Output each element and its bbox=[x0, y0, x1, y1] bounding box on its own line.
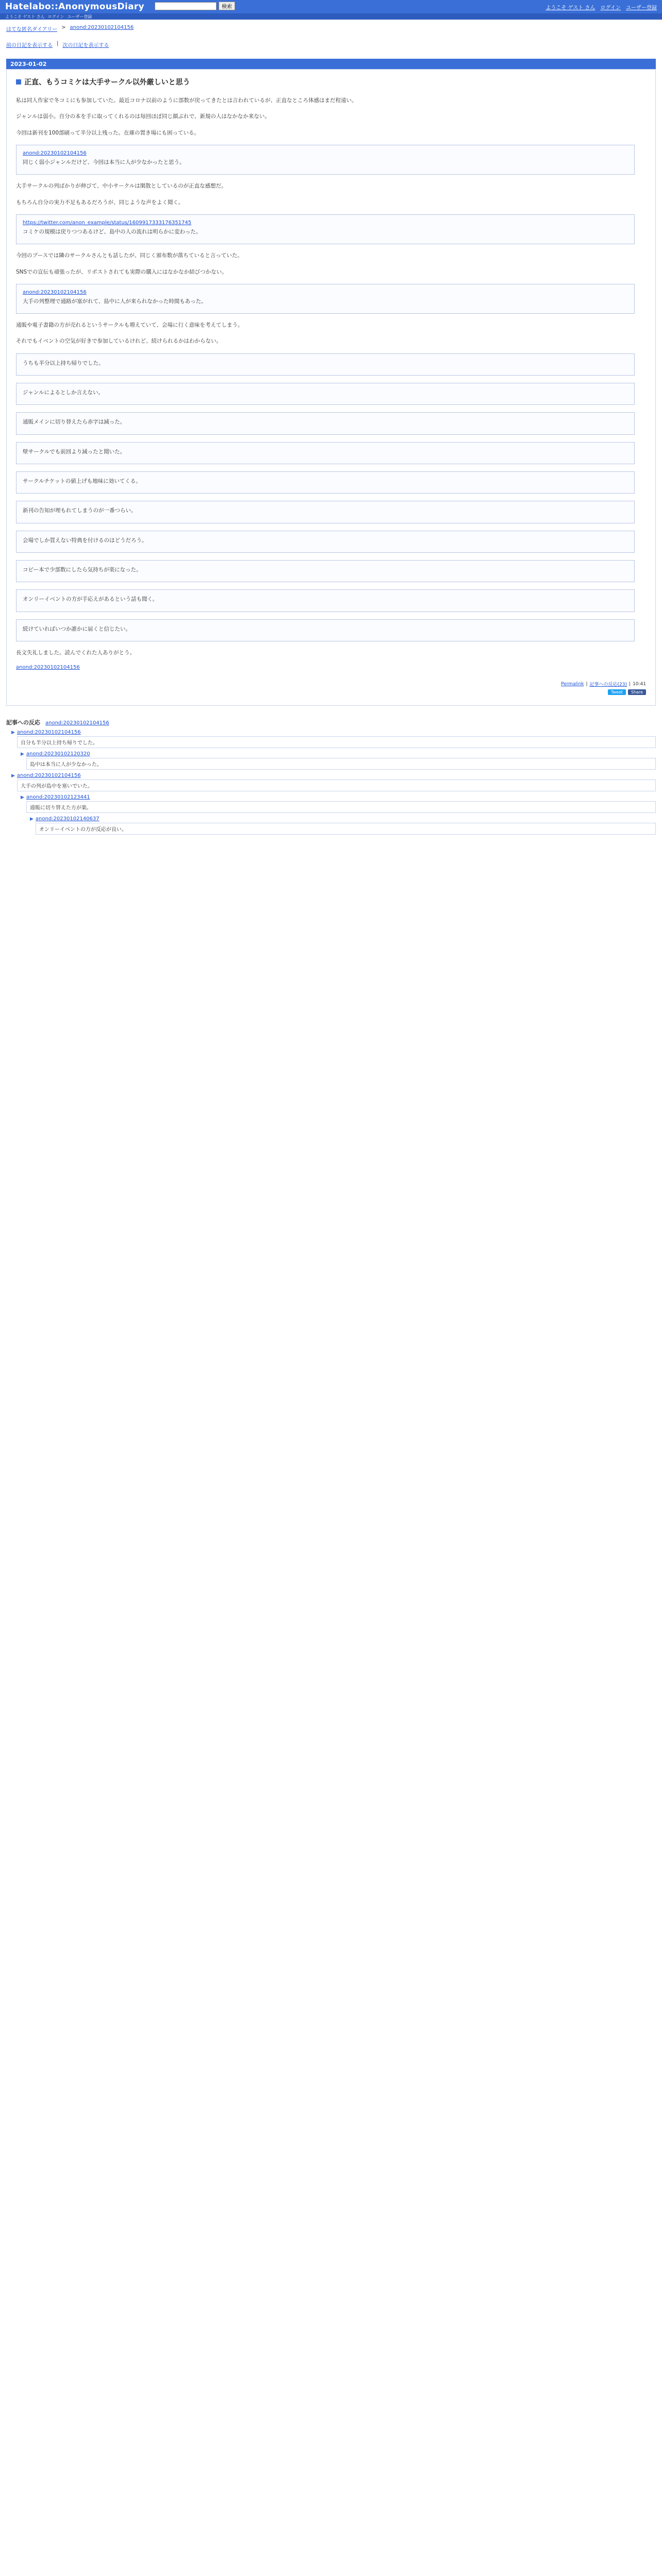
entry-time: 10:41 bbox=[633, 681, 646, 687]
quote-link[interactable]: https://twitter.com/anon_example/status/1609917333176351745 bbox=[23, 219, 192, 226]
sub-nav-register[interactable]: ユーザー登録 bbox=[67, 14, 92, 19]
reply-text: 壁サークルでも前回より減ったと聞いた。 bbox=[23, 448, 126, 455]
entry-title-text: 正直、もうコミケは大手サークル以外厳しいと思う bbox=[24, 78, 190, 87]
reply-text: 続けていればいつか誰かに届くと信じたい。 bbox=[23, 625, 131, 632]
entry-signature bbox=[16, 665, 646, 670]
entry-paragraph: 通販や電子書籍の方が売れるというサークルも増えていて、会場に行く意味を考えてしまう。 bbox=[16, 322, 243, 329]
trackback-heading-text: 記事への反応 bbox=[6, 719, 40, 726]
top-nav-login[interactable]: ログイン bbox=[600, 5, 621, 11]
reply-box bbox=[16, 442, 635, 464]
quote-text: 大手の列整理で通路が塞がれて、島中に人が来られなかった時間もあった。 bbox=[23, 298, 207, 304]
trackback-text: 通販に切り替えた方が楽。 bbox=[26, 801, 656, 813]
search-input[interactable] bbox=[155, 2, 217, 10]
site-logo[interactable]: Hatelabo::AnonymousDiary bbox=[5, 2, 144, 12]
quoted-reply bbox=[16, 284, 635, 314]
reply-box bbox=[16, 412, 635, 434]
date-header: 2023-01-02 bbox=[6, 59, 656, 69]
reply-box bbox=[16, 560, 635, 582]
trackback-heading bbox=[6, 718, 656, 726]
trackback-link[interactable]: anond:20230102104156 bbox=[16, 773, 81, 779]
arrow-icon: ▶ bbox=[11, 773, 15, 779]
trackback-item[interactable] bbox=[11, 730, 656, 748]
sub-nav-welcome[interactable]: ようこそ ゲスト さん bbox=[5, 14, 45, 19]
header-bar bbox=[0, 0, 662, 13]
trackback-item[interactable] bbox=[11, 773, 656, 791]
signature-link[interactable]: anond:20230102104156 bbox=[16, 665, 80, 671]
next-entry-link[interactable]: 次の日記を表示する bbox=[62, 43, 109, 48]
entry-paragraph: ジャンルは弱小。自分の本を手に取ってくれるのは毎回ほぼ同じ顔ぶれで、新規の人はなかなか来ない。 bbox=[16, 113, 270, 120]
trackback-tree bbox=[6, 730, 656, 835]
share-button[interactable]: Share bbox=[628, 689, 646, 695]
arrow-icon: ▶ bbox=[21, 752, 24, 757]
quote-link[interactable]: anond:20230102104156 bbox=[23, 150, 87, 156]
quoted-reply bbox=[16, 214, 635, 244]
breadcrumb-home[interactable]: はてな匿名ダイアリー bbox=[6, 27, 58, 32]
top-nav-welcome[interactable]: ようこそ ゲスト さん bbox=[545, 5, 595, 11]
quote-text: コミケの規模は戻りつつあるけど、島中の人の流れは明らかに変わった。 bbox=[23, 228, 202, 235]
trackback-link[interactable]: anond:20230102140637 bbox=[35, 816, 100, 822]
trackback-link[interactable]: anond:20230102120320 bbox=[26, 751, 90, 757]
reactions-link[interactable]: 記事への反応(23) bbox=[589, 682, 627, 688]
footer-separator: | bbox=[586, 681, 588, 687]
reply-text: 新刊の告知が埋もれてしまうのが一番つらい。 bbox=[23, 507, 137, 514]
reply-box bbox=[16, 471, 635, 494]
footer-separator: | bbox=[629, 681, 631, 687]
breadcrumb-current[interactable]: anond:20230102104156 bbox=[70, 25, 134, 30]
trackback-text: 自分も半分以上持ち帰りでした。 bbox=[17, 736, 656, 748]
entry-paragraph: もちろん自分の実力不足もあるだろうが、同じような声をよく聞く。 bbox=[16, 199, 184, 206]
diary-entry bbox=[6, 69, 656, 706]
search-area bbox=[155, 2, 235, 10]
top-nav bbox=[546, 3, 657, 11]
sub-nav bbox=[0, 13, 662, 20]
pager-separator: | bbox=[57, 41, 59, 46]
breadcrumb bbox=[0, 20, 662, 36]
sub-nav-login[interactable]: ログイン bbox=[47, 14, 64, 19]
pager bbox=[0, 36, 662, 52]
entry-paragraph: 今回のブースでは隣のサークルさんとも話したが、同じく頒布数が落ちていると言っていた。 bbox=[16, 252, 243, 259]
share-buttons bbox=[16, 689, 646, 695]
entry-footer bbox=[16, 681, 646, 687]
trackback-text: 大手の列が島中を塞いでいた。 bbox=[17, 779, 656, 791]
arrow-icon: ▶ bbox=[11, 730, 15, 736]
quote-link[interactable]: anond:20230102104156 bbox=[23, 289, 87, 295]
title-square-icon bbox=[16, 79, 21, 84]
breadcrumb-separator: > bbox=[61, 25, 66, 30]
reply-box bbox=[16, 501, 635, 523]
quoted-reply bbox=[16, 145, 635, 175]
trackback-text: オンリーイベントの方が反応が良い。 bbox=[36, 823, 656, 835]
trackback-item[interactable] bbox=[30, 816, 656, 835]
trackback-body bbox=[17, 773, 656, 791]
prev-entry-link[interactable]: 前の日記を表示する bbox=[6, 43, 53, 48]
trackback-link[interactable]: anond:20230102104156 bbox=[16, 730, 81, 736]
reply-text: オンリーイベントの方が手応えがあるという話も聞く。 bbox=[23, 596, 158, 603]
reply-box bbox=[16, 383, 635, 405]
trackback-body bbox=[26, 794, 656, 813]
reply-text: コピー本で少部数にしたら気持ちが楽になった。 bbox=[23, 566, 142, 573]
top-nav-register[interactable]: ユーザー登録 bbox=[626, 5, 657, 11]
reply-box bbox=[16, 619, 635, 641]
tweet-button[interactable]: Tweet bbox=[608, 689, 626, 695]
trackback-link[interactable]: anond:20230102123441 bbox=[26, 794, 90, 801]
trackback-text: 島中は本当に人が少なかった。 bbox=[26, 758, 656, 770]
entry-paragraph: 大手サークルの列ばかりが伸びて、中小サークルは閑散としているのが正直な感想だ。 bbox=[16, 183, 227, 190]
reply-text: 通販メインに切り替えたら赤字は減った。 bbox=[23, 419, 126, 426]
reply-text: ジャンルによるとしか言えない。 bbox=[23, 389, 104, 396]
reply-box bbox=[16, 353, 635, 376]
reply-text: うちも半分以上持ち帰りでした。 bbox=[23, 360, 104, 366]
entry-closing: 長文失礼しました。読んでくれた人ありがとう。 bbox=[16, 649, 135, 656]
trackback-body bbox=[36, 816, 656, 835]
reply-box bbox=[16, 589, 635, 612]
trackback-body bbox=[17, 730, 656, 748]
reply-text: 会場でしか買えない特典を付けるのはどうだろう。 bbox=[23, 537, 147, 544]
trackback-source-link[interactable]: anond:20230102104156 bbox=[45, 720, 109, 726]
entry-paragraph: SNSでの宣伝も頑張ったが、リポストされても実際の購入にはなかなか結びつかない。 bbox=[16, 268, 227, 275]
search-button[interactable]: 検索 bbox=[219, 2, 235, 10]
permalink[interactable]: Permalink bbox=[561, 681, 584, 687]
trackback-body bbox=[26, 751, 656, 770]
arrow-icon: ▶ bbox=[30, 817, 34, 822]
reply-box bbox=[16, 531, 635, 553]
trackback-item[interactable] bbox=[21, 794, 656, 813]
entry-title bbox=[16, 77, 646, 87]
entry-paragraph: 今回は新刊を100部刷って半分以上残った。在庫の置き場にも困っている。 bbox=[16, 129, 200, 136]
quote-text: 同じく弱小ジャンルだけど、今回は本当に人が少なかったと思う。 bbox=[23, 159, 185, 165]
trackback-item[interactable] bbox=[21, 751, 656, 770]
reply-text: サークルチケットの値上げも地味に効いてくる。 bbox=[23, 478, 141, 484]
arrow-icon: ▶ bbox=[21, 795, 24, 801]
entry-paragraph: それでもイベントの空気が好きで参加しているけれど、続けられるかはわからない。 bbox=[16, 338, 222, 345]
entry-paragraph: 私は同人作家で冬コミにも参加していた。最近コロナ以前のように部数が戻ってきたとは言われているが、正直なところ体感はまだ程遠い。 bbox=[16, 97, 357, 104]
